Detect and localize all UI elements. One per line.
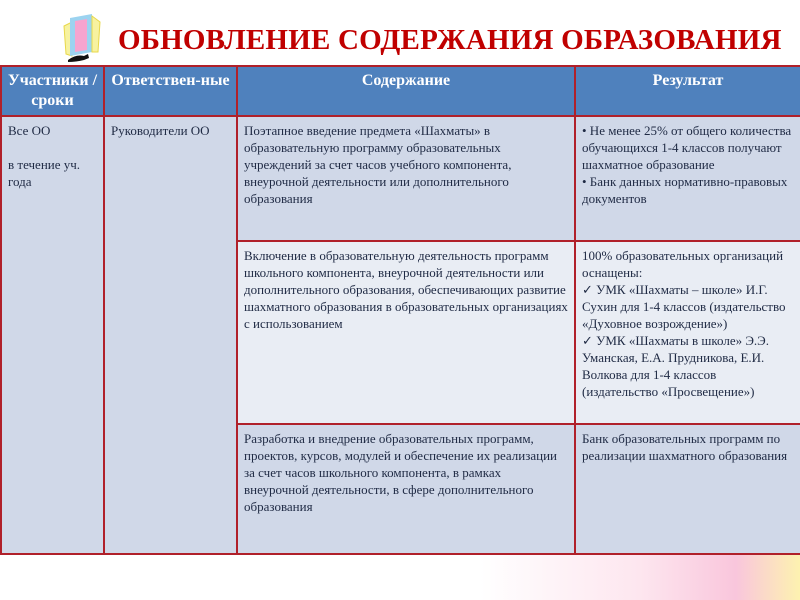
result-item: • Не менее 25% от общего количества обучающихся 1-4 классов получают шахматное образование	[582, 123, 792, 172]
table-header-row	[1, 66, 800, 116]
decorative-footer	[0, 555, 800, 600]
logo-icon	[58, 12, 106, 64]
content-cell: Разработка и внедрение образовательных программ, проектов, курсов, модулей и обеспечение их реализации за счет часов школьного компонента, в рамках внеурочной деятельности, в сфере дополнительного образования	[237, 424, 575, 554]
content-table	[0, 65, 800, 555]
content-cell: Включение в образовательную деятельность программ школьного компонента, внеурочной деятельности или дополнительного образования, обеспечивающих развитие шахматного образования в образовательных организациях с использованием	[237, 241, 575, 424]
result-item: Банк образовательных программ по реализации шахматного образования	[582, 431, 788, 463]
responsible-cell: Руководители ОО	[104, 116, 237, 554]
result-cell	[575, 116, 800, 241]
table-row	[1, 116, 800, 241]
header-responsible: Ответствен-ные	[104, 66, 237, 116]
result-cell	[575, 241, 800, 424]
result-item: ✓ УМК «Шахматы – школе» И.Г. Сухин для 1-4 классов (издательство «Духовное возрождение»)	[582, 282, 786, 331]
result-item: ✓ УМК «Шахматы в школе» Э.Э. Уманская, Е.А. Прудникова, Е.И. Волкова для 1-4 классов (издательство «Просвещение»)	[582, 333, 770, 399]
content-cell: Поэтапное введение предмета «Шахматы» в образовательную программу образовательных учреждений за счет часов учебного компонента, внеурочной деятельности или дополнительного образования	[237, 116, 575, 241]
result-cell	[575, 424, 800, 554]
result-item: • Банк данных нормативно-правовых документов	[582, 174, 788, 206]
result-item: 100% образовательных организаций оснащены:	[582, 248, 784, 280]
page-title: ОБНОВЛЕНИЕ СОДЕРЖАНИЯ ОБРАЗОВАНИЯ	[118, 24, 782, 56]
period-text: в течение уч. года	[8, 157, 81, 189]
participants-cell	[1, 116, 104, 554]
participants-text: Все ОО	[8, 123, 51, 138]
header-participants: Участники / сроки	[1, 66, 104, 116]
header-content: Содержание	[237, 66, 575, 116]
header-result: Результат	[575, 66, 800, 116]
